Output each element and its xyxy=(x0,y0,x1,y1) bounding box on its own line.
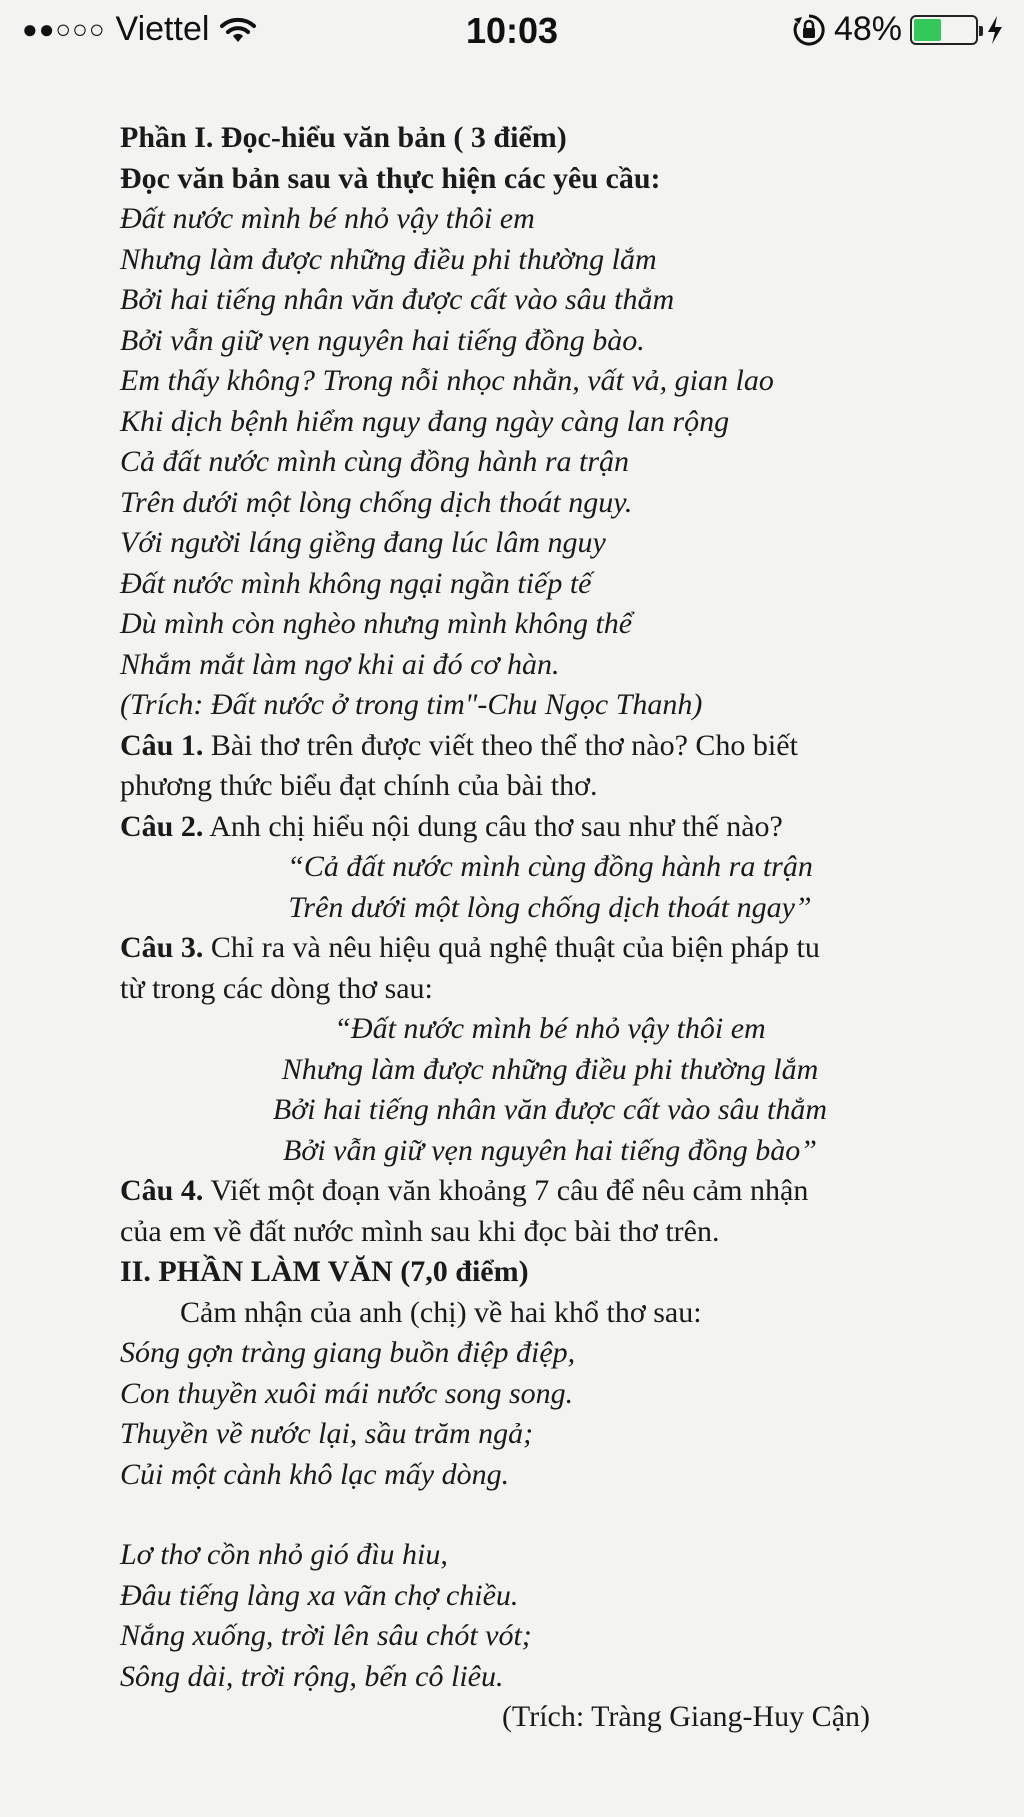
poem-line: Với người láng giềng đang lúc lâm nguy xyxy=(120,526,606,559)
poem-line: Lơ thơ cồn nhỏ gió đìu hiu, xyxy=(120,1538,448,1571)
poem-line: Nhưng làm được những điều phi thường lắm xyxy=(120,242,657,276)
battery-icon xyxy=(910,15,978,45)
battery-nub xyxy=(979,26,983,36)
poem1 xyxy=(120,199,980,685)
quote-line: Bởi vẫn giữ vẹn nguyên hai tiếng đồng bào” xyxy=(283,1133,817,1167)
carrier-name: Viettel xyxy=(115,10,210,48)
poem-line: Đất nước mình không ngại ngần tiếp tế xyxy=(120,566,592,600)
question-1-label: Câu 1. xyxy=(120,728,204,762)
poem-line: Nhắm mắt làm ngơ khi ai đó cơ hàn. xyxy=(120,647,560,681)
question-1-text: Bài thơ trên được viết theo thể thơ nào? Cho biết xyxy=(203,728,798,762)
question-4-cont: của em về đất nước mình sau khi đọc bài thơ trên. xyxy=(120,1214,720,1248)
poem-line: Khi dịch bệnh hiểm nguy đang ngày càng lan rộng xyxy=(120,404,730,438)
battery-percent: 48% xyxy=(833,10,902,48)
poem-line: Thuyền về nước lại, sầu trăm ngả; xyxy=(120,1417,534,1450)
part1-title: Phần I. Đọc-hiểu văn bản ( 3 điểm) xyxy=(120,121,567,154)
poem-line: Đâu tiếng làng xa vãn chợ chiều. xyxy=(120,1578,519,1612)
rotation-lock-icon xyxy=(792,13,826,47)
part2-prompt: Cảm nhận của anh (chị) về hai khổ thơ sau: xyxy=(180,1295,702,1329)
poem-line: Củi một cành khô lạc mấy dòng. xyxy=(120,1457,510,1491)
quote-line: “Cả đất nước mình cùng đồng hành ra trận xyxy=(287,850,813,883)
battery-fill xyxy=(914,19,941,41)
status-right xyxy=(792,10,1004,49)
stanza-gap xyxy=(120,1495,980,1535)
quote-line: Bởi hai tiếng nhân văn được cất vào sâu thẳm xyxy=(272,1093,828,1126)
signal-strength-icon: ●●○○○ xyxy=(22,14,106,44)
question-3-text: Chỉ ra và nêu hiệu quả nghệ thuật của biện pháp tu xyxy=(203,931,820,964)
poem-line: Bởi vẫn giữ vẹn nguyên hai tiếng đồng bào. xyxy=(120,323,645,357)
status-time: 10:03 xyxy=(465,10,559,51)
poem-line: Con thuyền xuôi mái nước song song. xyxy=(120,1376,574,1410)
poem-line: Sông dài, trời rộng, bến cô liêu. xyxy=(120,1659,504,1693)
final-source: (Trích: Tràng Giang-Huy Cận) xyxy=(501,1700,870,1733)
poem-line: Cả đất nước mình cùng đồng hành ra trận xyxy=(120,445,630,478)
question-2 xyxy=(120,807,980,848)
question-2-text: Anh chị hiểu nội dung câu thơ sau như thế nào? xyxy=(203,809,783,843)
question-2-label: Câu 2. xyxy=(120,809,204,843)
poem-line: Đất nước mình bé nhỏ vậy thôi em xyxy=(120,202,535,235)
question-1 xyxy=(120,726,980,767)
stanza-2 xyxy=(120,1535,980,1697)
question-3-cont: từ trong các dòng thơ sau: xyxy=(120,971,433,1005)
part2-title: II. PHẦN LÀM VĂN (7,0 điểm) xyxy=(120,1255,529,1288)
question-1-cont: phương thức biểu đạt chính của bài thơ. xyxy=(120,769,598,802)
charging-bolt-icon xyxy=(986,15,1004,45)
poem-line: Dù mình còn nghèo nhưng mình không thể xyxy=(120,607,633,640)
stanza-1 xyxy=(120,1333,980,1495)
status-bar xyxy=(0,0,1024,64)
question-4-label: Câu 4. xyxy=(120,1174,204,1207)
quote-line: “Đất nước mình bé nhỏ vậy thôi em xyxy=(334,1012,766,1045)
question-3-label: Câu 3. xyxy=(120,931,204,964)
question-3 xyxy=(120,928,980,969)
instruction: Đọc văn bản sau và thực hiện các yêu cầu: xyxy=(120,161,661,195)
document-body xyxy=(120,118,980,1738)
poem-line: Nắng xuống, trời lên sâu chót vót; xyxy=(120,1619,532,1652)
poem-line: Sóng gợn tràng giang buồn điệp điệp, xyxy=(120,1336,576,1369)
quote-line: Trên dưới một lòng chống dịch thoát ngay” xyxy=(288,890,812,924)
poem1-source: (Trích: Đất nước ở trong tim"-Chu Ngọc Thanh) xyxy=(120,688,703,721)
poem-line: Em thấy không? Trong nỗi nhọc nhằn, vất vả, gian lao xyxy=(120,364,774,397)
quote-line: Nhưng làm được những điều phi thường lắm xyxy=(281,1052,819,1086)
question-4 xyxy=(120,1171,980,1212)
poem-line: Trên dưới một lòng chống dịch thoát nguy. xyxy=(120,485,633,519)
poem-line: Bởi hai tiếng nhân văn được cất vào sâu thẳm xyxy=(120,283,675,316)
question-4-text: Viết một đoạn văn khoảng 7 câu để nêu cảm nhận xyxy=(203,1174,809,1207)
